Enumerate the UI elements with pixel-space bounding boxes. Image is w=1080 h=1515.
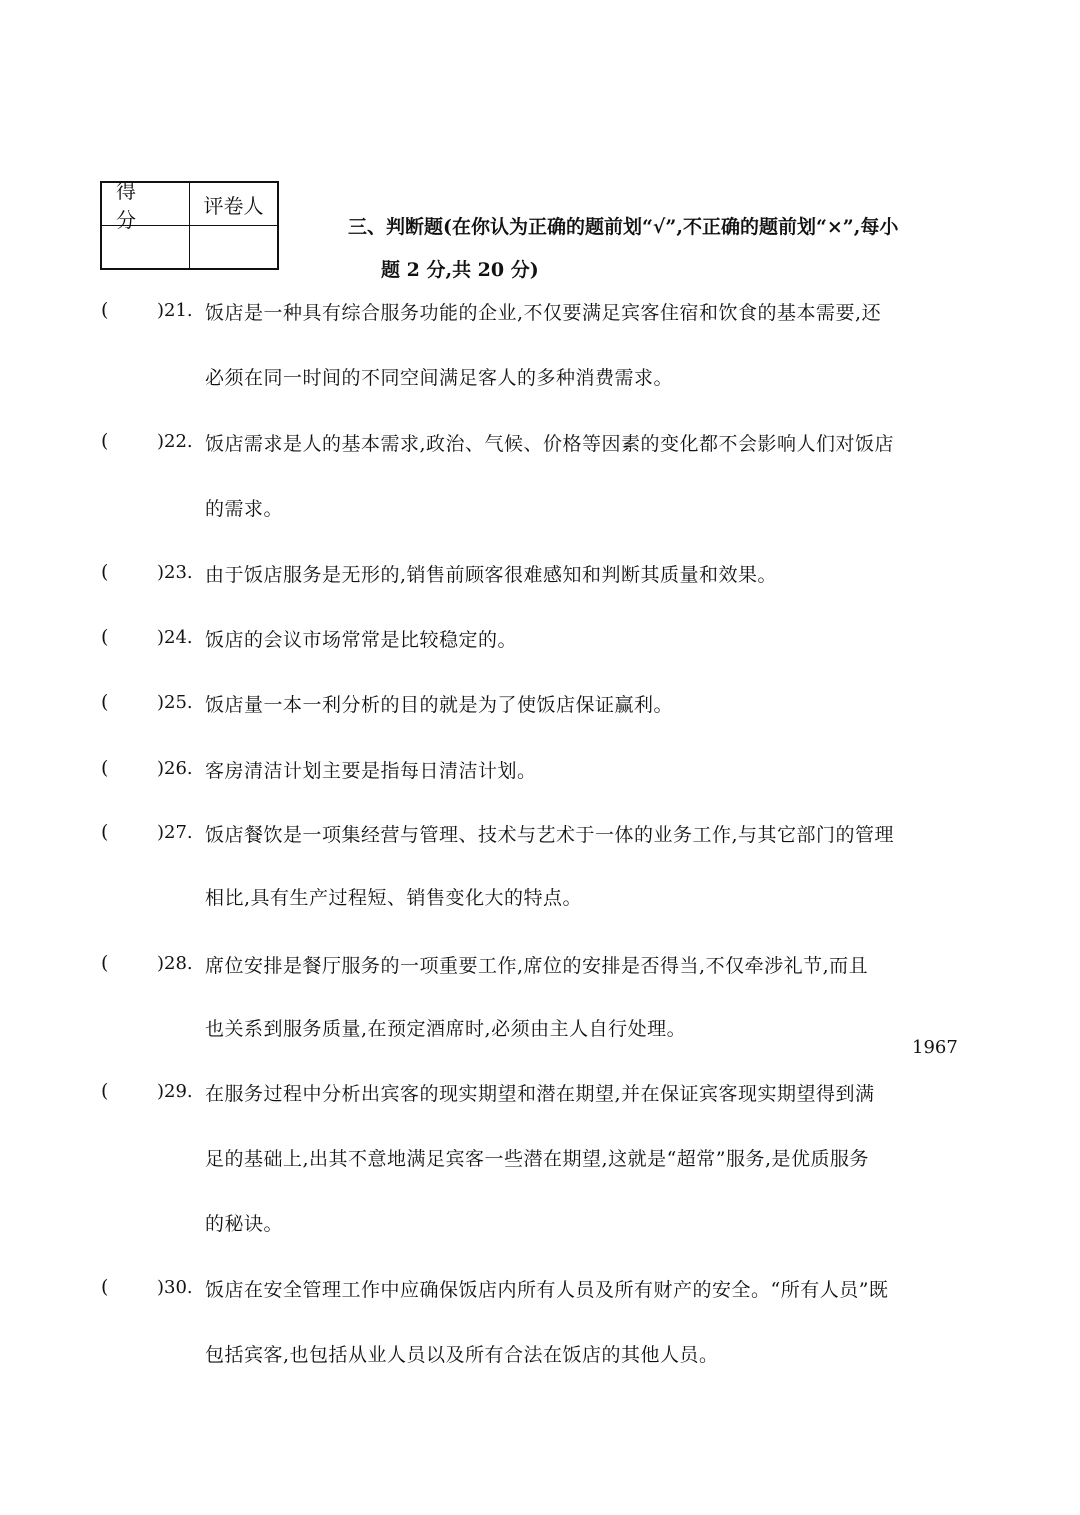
question-text: 的秘诀。	[205, 1213, 284, 1235]
question-text: 饭店是一种具有综合服务功能的企业,不仅要满足宾客住宿和饮食的基本需要,还	[205, 302, 882, 324]
answer-paren[interactable]: (	[101, 626, 109, 648]
question-number: )24.	[157, 627, 193, 648]
question-text: 的需求。	[205, 498, 284, 520]
question-number: )26.	[157, 758, 193, 779]
question-text: 饭店在安全管理工作中应确保饭店内所有人员及所有财产的安全。“所有人员”既	[205, 1279, 889, 1301]
question-text: 包括宾客,也包括从业人员以及所有合法在饭店的其他人员。	[205, 1344, 719, 1366]
question-number: )22.	[157, 431, 193, 452]
question-text: 客房清洁计划主要是指每日清洁计划。	[205, 760, 537, 782]
question-number: )27.	[157, 822, 193, 843]
question-text: 席位安排是餐厅服务的一项重要工作,席位的安排是否得当,不仅牵涉礼节,而且	[205, 955, 869, 977]
question-text: 饭店量一本一利分析的目的就是为了使饭店保证赢利。	[205, 694, 674, 716]
question-text: 饭店的会议市场常常是比较稳定的。	[205, 629, 518, 651]
question-text: 足的基础上,出其不意地满足宾客一些潜在期望,这就是“超常”服务,是优质服务	[205, 1148, 870, 1170]
answer-paren[interactable]: (	[101, 821, 109, 843]
grader-cell[interactable]	[190, 226, 277, 268]
question-text: 相比,具有生产过程短、销售变化大的特点。	[205, 887, 583, 909]
answer-paren[interactable]: (	[101, 1080, 109, 1102]
section-title: 三、判断题(在你认为正确的题前划“√”,不正确的题前划“×”,每小	[348, 216, 899, 238]
question-text: 在服务过程中分析出宾客的现实期望和潜在期望,并在保证宾客现实期望得到满	[205, 1083, 875, 1105]
section-title-continued: 题 2 分,共 20 分)	[381, 259, 539, 281]
question-number: )30.	[157, 1277, 193, 1298]
score-header: 得 分	[102, 183, 190, 226]
question-text: 必须在同一时间的不同空间满足客人的多种消费需求。	[205, 367, 674, 389]
question-number: )21.	[157, 300, 193, 321]
score-cell[interactable]	[102, 226, 190, 268]
score-box	[100, 181, 279, 270]
grader-header: 评卷人	[190, 183, 277, 226]
question-text: 饭店需求是人的基本需求,政治、气候、价格等因素的变化都不会影响人们对饭店	[205, 433, 895, 455]
answer-paren[interactable]: (	[101, 952, 109, 974]
question-number: )23.	[157, 562, 193, 583]
question-text: 由于饭店服务是无形的,销售前顾客很难感知和判断其质量和效果。	[205, 564, 778, 586]
answer-paren[interactable]: (	[101, 757, 109, 779]
answer-paren[interactable]: (	[101, 299, 109, 321]
question-number: )29.	[157, 1081, 193, 1102]
question-number: )28.	[157, 953, 193, 974]
question-text: 饭店餐饮是一项集经营与管理、技术与艺术于一体的业务工作,与其它部门的管理	[205, 824, 895, 846]
question-text: 也关系到服务质量,在预定酒席时,必须由主人自行处理。	[205, 1018, 687, 1040]
question-number: )25.	[157, 692, 193, 713]
answer-paren[interactable]: (	[101, 430, 109, 452]
answer-paren[interactable]: (	[101, 561, 109, 583]
answer-paren[interactable]: (	[101, 1276, 109, 1298]
answer-paren[interactable]: (	[101, 691, 109, 713]
page-number: 1967	[912, 1037, 958, 1058]
